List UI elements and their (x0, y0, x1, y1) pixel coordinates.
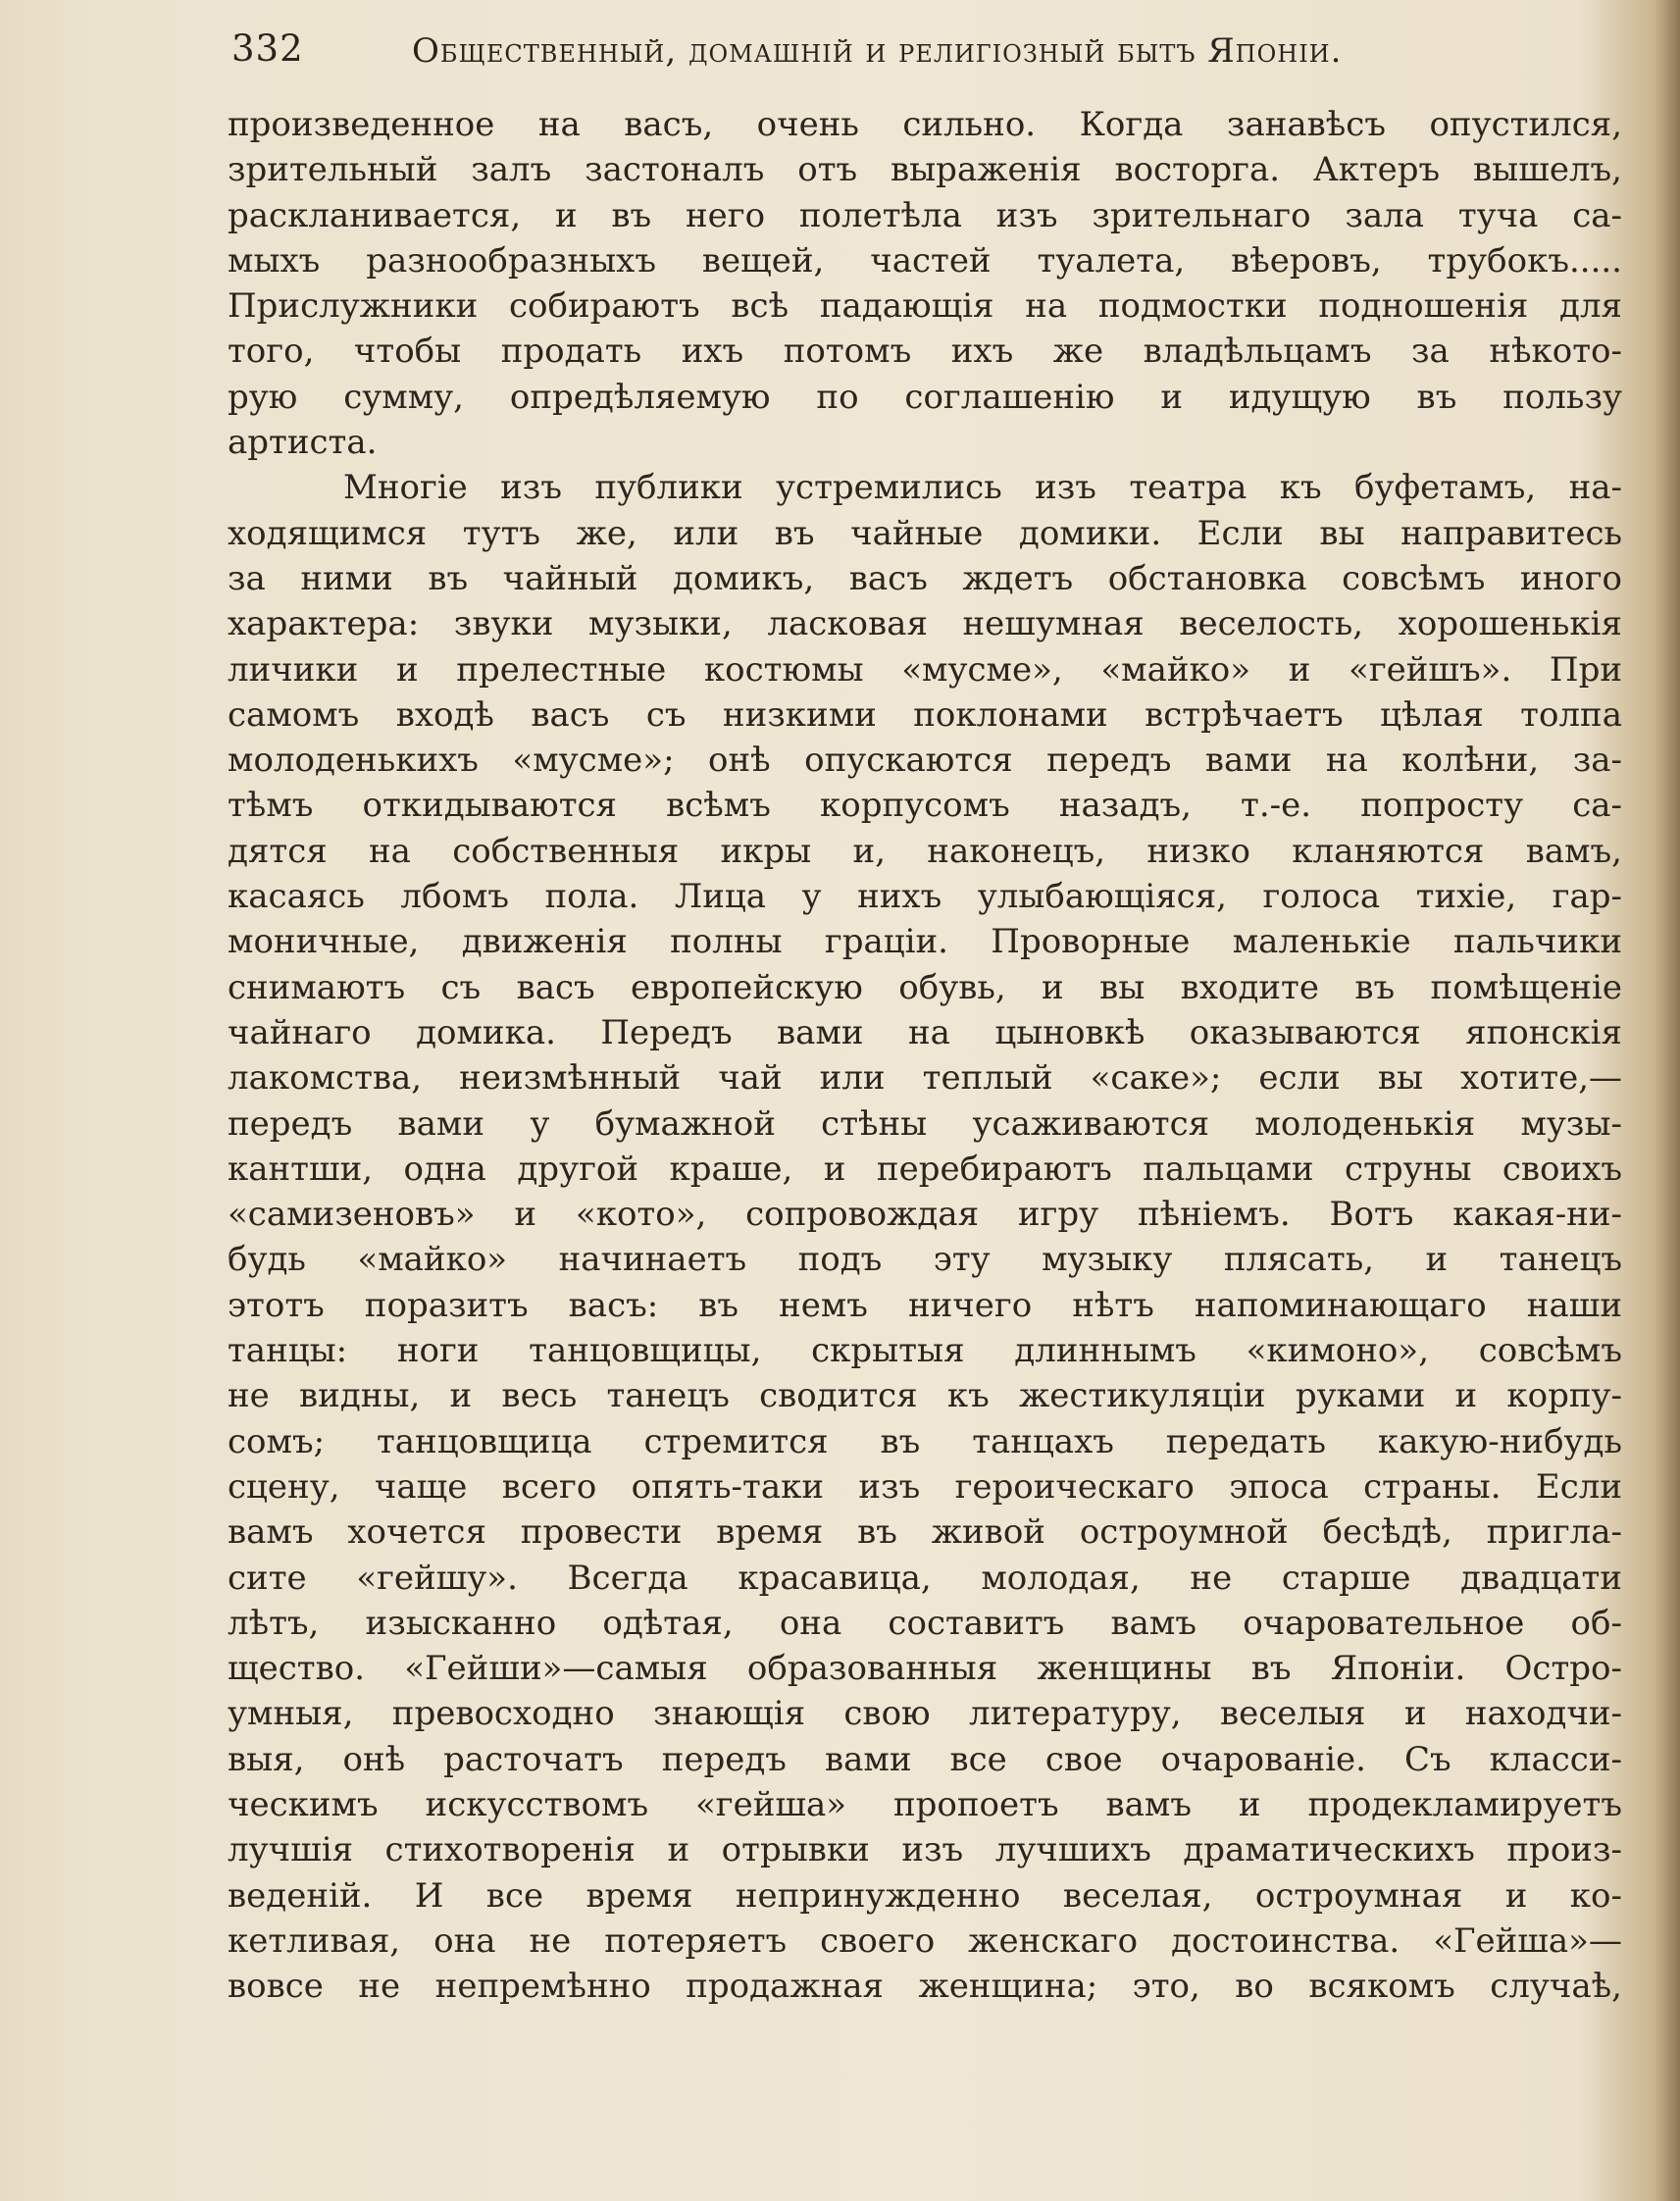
text-line: кантши, одна другой краше, и перебираютъ пальцами струны своихъ (228, 1149, 1622, 1189)
text-line: ходящимся тутъ же, или въ чайные домики. Если вы направитесь (228, 513, 1622, 553)
body-text (228, 102, 1622, 2009)
text-line: Прислужники собираютъ всѣ падающія на подмостки подношенія для (228, 286, 1622, 327)
text-line: самомъ входѣ васъ съ низкими поклонами встрѣчаетъ цѣлая толпа (228, 694, 1622, 735)
paragraph-1 (228, 102, 1622, 465)
text-line: мыхъ разнообразныхъ вещей, частей туалета, вѣеровъ, трубокъ..... (228, 240, 1622, 281)
text-line: дятся на собственныя икры и, наконецъ, низко кланяются вамъ, (228, 831, 1622, 871)
text-line: молоденькихъ «мусме»; онѣ опускаются передъ вами на колѣни, за- (228, 741, 1622, 781)
text-line: за ними въ чайный домикъ, васъ ждетъ обстановка совсѣмъ иного (228, 558, 1622, 598)
text-line: вамъ хочется провести время въ живой остроумной бесѣдѣ, пригла- (228, 1512, 1622, 1553)
text-line: артиста. (228, 423, 378, 463)
text-line: сите «гейшу». Всегда красавица, молодая, не старше двадцати (228, 1558, 1622, 1598)
text-line: ческимъ искусствомъ «гейша» пропоетъ вамъ и продекламируетъ (228, 1784, 1622, 1824)
text-line: умныя, превосходно знающія свою литературу, веселыя и находчи- (228, 1694, 1622, 1734)
text-line: характера: звуки музыки, ласковая нешумная веселость, хорошенькія (228, 604, 1622, 644)
text-line: выя, онѣ расточатъ передъ вами все свое очарованіе. Съ класси- (228, 1739, 1622, 1779)
text-line: «самизеновъ» и «кото», сопровождая игру пѣніемъ. Вотъ какая-ни- (228, 1195, 1622, 1235)
text-line: танцы: ноги танцовщицы, скрытыя длиннымъ «кимоно», совсѣмъ (228, 1331, 1622, 1371)
text-line: сцену, чаще всего опять-таки изъ героическаго эпоса страны. Если (228, 1466, 1622, 1507)
text-line: лѣтъ, изысканно одѣтая, она составитъ вамъ очаровательное об- (228, 1603, 1622, 1643)
text-line: произведенное на васъ, очень сильно. Когда занавѣсъ опустился, (228, 105, 1622, 144)
text-line: чайнаго домика. Передъ вами на цыновкѣ оказываются японскія (228, 1012, 1622, 1052)
text-line: передъ вами у бумажной стѣны усаживаются молоденькія музы- (228, 1103, 1622, 1144)
text-line: лакомства, неизмѣнный чай или теплый «саке»; если вы хотите,— (228, 1058, 1622, 1099)
text-line: веденій. И все время непринужденно веселая, остроумная и ко- (228, 1875, 1622, 1916)
text-line: сомъ; танцовщица стремится въ танцахъ передать какую-нибудь (228, 1421, 1622, 1461)
running-title: Общественный, домашній и религіозный бытъ Японіи. (412, 31, 1343, 71)
text-line: раскланивается, и въ него полетѣла изъ зрительнаго зала туча са- (228, 195, 1622, 235)
text-line: Многіе изъ публики устремились изъ театра къ буфетамъ, на- (343, 468, 1622, 508)
text-line: личики и прелестные костюмы «мусме», «майко» и «гейшъ». При (228, 649, 1622, 690)
text-line: этотъ поразитъ васъ: въ немъ ничего нѣтъ напоминающаго наши (228, 1285, 1622, 1325)
text-line: зрительный залъ застоналъ отъ выраженія восторга. Актеръ вышелъ, (228, 150, 1622, 190)
text-line: не видны, и весь танецъ сводится къ жестикуляціи руками и корпу- (228, 1376, 1622, 1416)
text-line: рую сумму, опредѣляемую по соглашенію и идущую въ пользу (228, 377, 1622, 417)
text-line: лучшія стихотворенія и отрывки изъ лучшихъ драматическихъ произ- (228, 1830, 1622, 1870)
page-number: 332 (231, 27, 304, 70)
page-header (228, 22, 1630, 84)
text-line: будь «майко» начинаетъ подъ эту музыку плясать, и танецъ (228, 1240, 1622, 1280)
text-line: того, чтобы продать ихъ потомъ ихъ же владѣльцамъ за нѣкото- (228, 332, 1622, 372)
text-line: тѣмъ откидываются всѣмъ корпусомъ назадъ, т.-е. попросту са- (228, 786, 1622, 826)
text-line: кетливая, она не потеряетъ своего женскаго достоинства. «Гейша»— (228, 1920, 1622, 1961)
text-line: вовсе не непремѣнно продажная женщина; это, во всякомъ случаѣ, (228, 1967, 1622, 2007)
text-line: снимаютъ съ васъ европейскую обувь, и вы входите въ помѣщеніе (228, 967, 1622, 1007)
text-line: моничные, движенія полны граціи. Проворные маленькіе пальчики (228, 922, 1622, 962)
text-line: щество. «Гейши»—самыя образованныя женщины въ Японіи. Остро- (228, 1649, 1622, 1689)
text-line: касаясь лбомъ пола. Лица у нихъ улыбающіяся, голоса тихіе, гар- (228, 877, 1622, 917)
paragraph-2 (228, 465, 1622, 2009)
